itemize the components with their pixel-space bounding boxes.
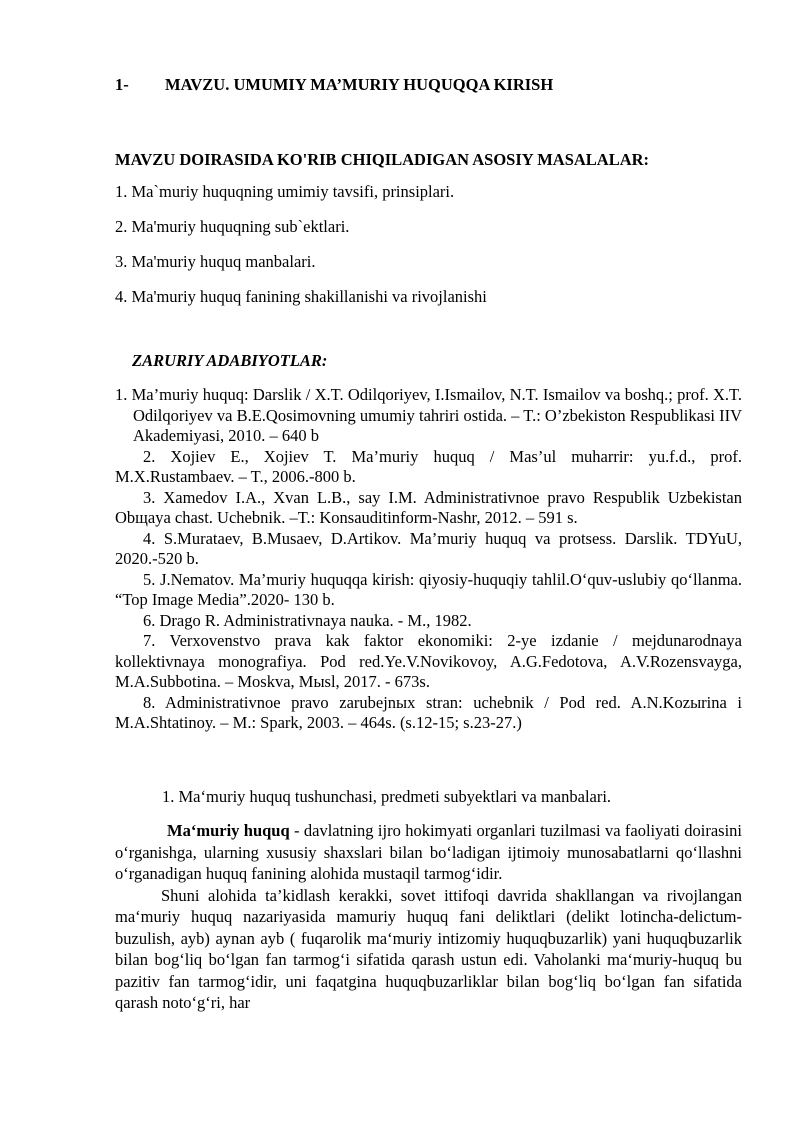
reference-item: 3. Xamedov I.A., Xvan L.B., say I.M. Administrativnoe pravo Respublik Uzbekistan Obщaya chast. Uchebnik. –T.: Konsauditinform-Nashr, 2012. – 591 s. [115,487,742,527]
section-title: 1. Ma‘muriy huquq tushunchasi, predmeti subyektlari va manbalari. [162,787,612,806]
reference-item: 5. J.Nematov. Ma’muriy huquqqa kirish: qiyosiy-huquqiy tahlil.O‘quv-uslubiy qo‘llanma. “Top Image Media”.2020- 130 b. [115,569,742,609]
issues-list [115,181,487,321]
literature-heading: ZARURIY ADABIYOTLAR: [132,351,328,370]
reference-item: 1. Ma’muriy huquq: Darslik / X.T. Odilqoriyev, I.Ismailov, N.T. Ismailov va boshq.; prof. X.T. Odilqoriyev va B.E.Qosimovning umumiy tahriri ostida. – T.: O’zbekiston Respublikasi IIV Akademiyasi, 2010. – 640 b [115,385,742,445]
reference-item: 7. Verxovenstvo prava kak faktor ekonomiki: 2-ye izdanie / mejdunarodnaya kollektivnaya monografiya. Pod red.Ye.V.Novikovoy, A.G.Fedotova, A.V.Rozensvayga, M.A.Subbotina. – Moskva, Mыsl, 2017. - 673s. [115,631,742,691]
body-paragraph: Shuni alohida ta’kidlash kerakki, sovet ittifoqi davrida shakllangan va rivojlangan ma‘muriy huquq nazariyasida mamuriy huquq fani deliktlari (delikt lotincha-delictum-buzulish, ayb) aynan ayb ( fuqarolik ma‘muriy intizomiy huquqbuzarlik) yani huquqbuzarlik bilan bog‘liq bo‘lgan fan tarmog‘i sifatida qarash ustun edi. Vaholanki ma‘muriy-huquq bu pazitiv fan tarmog‘idir, uni faqatgina huquqbuzarliklar bilan bog‘liq bo‘lgan fan sifatida qarash noto‘g‘ri, har [115,885,742,1012]
definition-paragraph [115,820,742,885]
list-item: 3. Ma'muriy huquq manbalari. [115,252,316,271]
list-item: 4. Ma'muriy huquq fanining shakillanishi va rivojlanishi [115,287,487,306]
list-item: 2. Ma'muriy huquqning sub`ektlari. [115,217,350,236]
definition-text: - davlatning ijro hokimyati organlari tuzilmasi va faoliyati doirasini o‘rganishga, ularning xususiy shaxslari bilan bo‘ladigan ijtimoiy munosabatlarni qo‘llashni o‘rganadigan huquq fanining alohida mustaqil tarmog‘idir. [115,821,742,883]
topic-title-text: MAVZU. UMUMIY MA’MURIY HUQUQQA KIRISH [165,75,554,94]
reference-item: 8. Administrativnoe pravo zarubejnыx stran: uchebnik / Pod red. A.N.Kozыrina i M.A.Shtatinoy. – M.: Spark, 2003. – 464s. (s.12-15; s.23-27.) [115,692,742,732]
topic-number: 1- [115,75,129,94]
body-text [115,820,742,1014]
reference-item: 6. Drago R. Administrativnaya nauka. - M., 1982. [143,610,472,630]
list-item: 1. Ma`muriy huquqning umimiy tavsifi, prinsiplari. [115,182,455,201]
issues-heading: MAVZU DOIRASIDA KO'RIB CHIQILADIGAN ASOSIY MASALALAR: [115,150,650,169]
references-list [115,385,742,734]
reference-item: 2. Xojiev E., Xojiev T. Ma’muriy huquq / Mas’ul muharrir: yu.f.d., prof. M.X.Rustambaev. – T., 2006.-800 b. [115,446,742,486]
topic-title [115,75,553,95]
defined-term: Ma‘muriy huquq [167,821,290,840]
reference-item: 4. S.Murataev, B.Musaev, D.Artikov. Ma’muriy huquq va protsess. Darslik. TDYuU, 2020.-520 b. [115,528,742,568]
